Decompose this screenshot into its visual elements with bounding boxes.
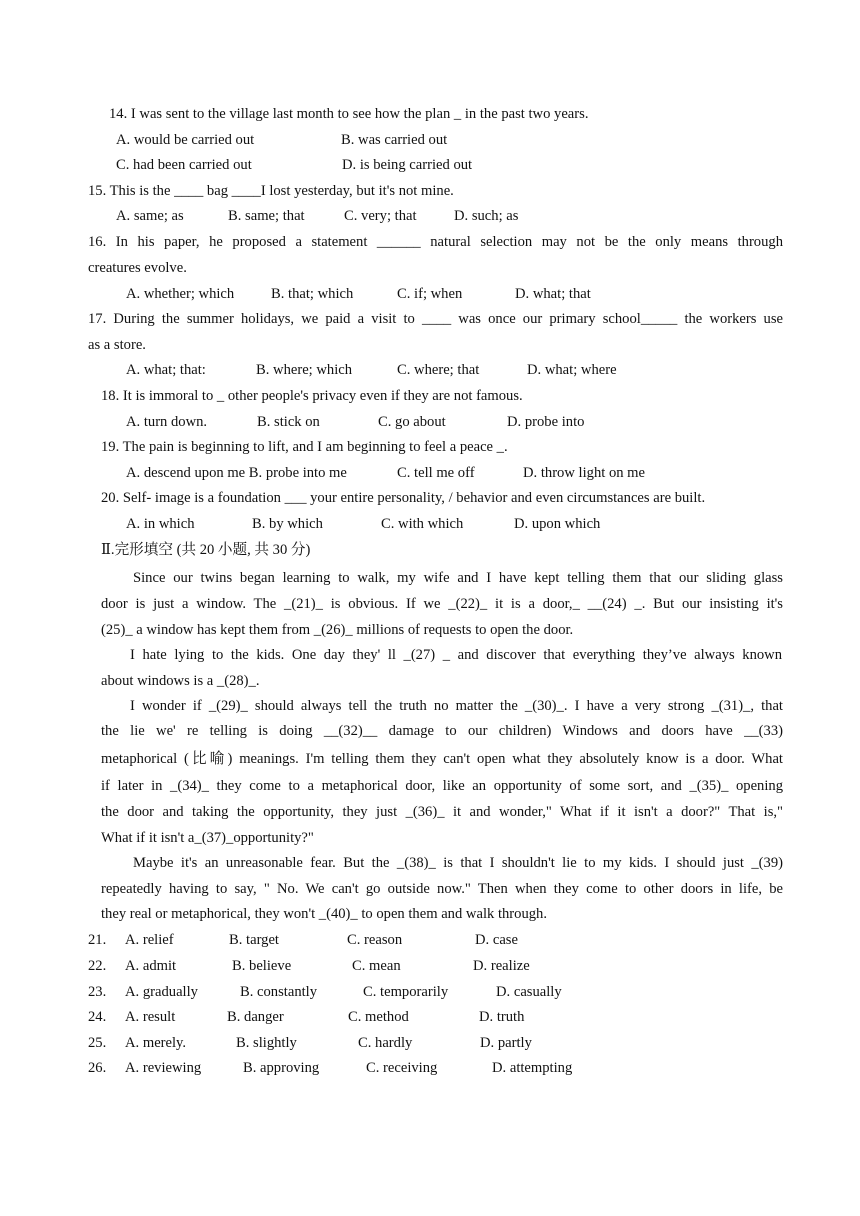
cloze-number: 21. bbox=[88, 932, 107, 948]
passage-line-6: I wonder if _(29)_ should always tell the truth no matter the _(30)_. I have a very strong _(31)_, that bbox=[130, 698, 783, 714]
question-17-stem-line1: 17. During the summer holidays, we paid a visit to ____ was once our primary school_____ the workers use bbox=[88, 311, 783, 327]
passage-line-2: door is just a window. The _(21)_ is obvious. If we _(22)_ it is a door,_ __(24) _. But our insisting it's bbox=[101, 596, 783, 612]
cloze-number: 23. bbox=[88, 984, 107, 1000]
cloze-number: 25. bbox=[88, 1035, 107, 1051]
question-15-option-a: A. same; as bbox=[116, 208, 184, 224]
cloze-option-d: D. truth bbox=[479, 1009, 525, 1025]
question-19-option-c: C. tell me off bbox=[397, 465, 475, 481]
cloze-option-d: D. casually bbox=[496, 984, 562, 1000]
question-17-option-b: B. where; which bbox=[256, 362, 353, 378]
question-16-stem-line1: 16. In his paper, he proposed a statement ______ natural selection may not be the only means through bbox=[88, 234, 783, 250]
cloze-number: 22. bbox=[88, 958, 107, 974]
question-18-stem: 18. It is immoral to _ other people's privacy even if they are not famous. bbox=[101, 388, 523, 404]
passage-line-3: (25)_ a window has kept them from _(26)_ millions of requests to open the door. bbox=[101, 622, 574, 638]
cloze-option-a: A. reviewing bbox=[125, 1060, 202, 1076]
question-16-stem-line2: creatures evolve. bbox=[88, 260, 187, 276]
question-20-option-d: D. upon which bbox=[514, 516, 601, 532]
question-17-option-d: D. what; where bbox=[527, 362, 617, 378]
passage-line-14: they real or metaphorical, they won't _(40)_ to open them and walk through. bbox=[101, 906, 547, 922]
section-heading: Ⅱ.完形填空 (共 20 小题, 共 30 分) bbox=[101, 542, 311, 558]
question-15-option-b: B. same; that bbox=[228, 208, 305, 224]
question-20-option-c: C. with which bbox=[381, 516, 464, 532]
passage-line-4: I hate lying to the kids. One day they' ll _(27) _ and discover that everything they’ve always known bbox=[130, 647, 782, 663]
cloze-number: 26. bbox=[88, 1060, 107, 1076]
cloze-option-b: B. target bbox=[229, 932, 279, 948]
question-16-option-c: C. if; when bbox=[397, 286, 463, 302]
passage-line-5: about windows is a _(28)_. bbox=[101, 673, 260, 689]
passage-line-8: metaphorical (比喻) meanings. I'm telling them they can't open what they absolutely know is a door. What bbox=[101, 751, 783, 767]
question-18-option-c: C. go about bbox=[378, 414, 446, 430]
cloze-option-c: C. mean bbox=[352, 958, 401, 974]
question-14-option-b: B. was carried out bbox=[341, 132, 448, 148]
cloze-option-a: A. relief bbox=[125, 932, 174, 948]
question-14-option-c: C. had been carried out bbox=[116, 157, 252, 173]
question-14-stem: 14. I was sent to the village last month to see how the plan _ in the past two years. bbox=[109, 106, 589, 122]
passage-line-11: What if it isn't a_(37)_opportunity?" bbox=[101, 830, 314, 846]
question-18-option-b: B. stick on bbox=[257, 414, 320, 430]
passage-line-10: the door and taking the opportunity, they just _(36)_ it and wonder," What if it isn't a door?" That is," bbox=[101, 804, 783, 820]
question-19-option-d: D. throw light on me bbox=[523, 465, 646, 481]
cloze-option-c: C. temporarily bbox=[363, 984, 449, 1000]
question-16-option-d: D. what; that bbox=[515, 286, 591, 302]
passage-line-7: the lie we' re telling is doing __(32)__ damage to our children) Windows and doors have __(33) bbox=[101, 723, 783, 739]
question-16-option-a: A. whether; which bbox=[126, 286, 235, 302]
question-18-option-d: D. probe into bbox=[507, 414, 585, 430]
question-17-option-c: C. where; that bbox=[397, 362, 480, 378]
cloze-option-b: B. approving bbox=[243, 1060, 320, 1076]
cloze-option-c: C. reason bbox=[347, 932, 403, 948]
cloze-option-b: B. slightly bbox=[236, 1035, 297, 1051]
question-15-option-d: D. such; as bbox=[454, 208, 519, 224]
cloze-option-c: C. hardly bbox=[358, 1035, 413, 1051]
question-18-option-a: A. turn down. bbox=[126, 414, 208, 430]
cloze-option-d: D. realize bbox=[473, 958, 530, 974]
question-20-option-b: B. by which bbox=[252, 516, 323, 532]
question-17-option-a: A. what; that: bbox=[126, 362, 206, 378]
cloze-option-a: A. merely. bbox=[125, 1035, 187, 1051]
passage-line-1: Since our twins began learning to walk, my wife and I have kept telling them that our sliding glass bbox=[133, 570, 783, 586]
question-14-option-a: A. would be carried out bbox=[116, 132, 255, 148]
cloze-option-a: A. gradually bbox=[125, 984, 198, 1000]
cloze-option-c: C. method bbox=[348, 1009, 409, 1025]
cloze-option-a: A. result bbox=[125, 1009, 176, 1025]
question-14-option-d: D. is being carried out bbox=[342, 157, 473, 173]
cloze-number: 24. bbox=[88, 1009, 107, 1025]
question-15-option-c: C. very; that bbox=[344, 208, 417, 224]
cloze-option-d: D. attempting bbox=[492, 1060, 573, 1076]
cloze-option-b: B. danger bbox=[227, 1009, 284, 1025]
question-19-stem: 19. The pain is beginning to lift, and I am beginning to feel a peace _. bbox=[101, 439, 508, 455]
cloze-option-a: A. admit bbox=[125, 958, 177, 974]
question-20-option-a: A. in which bbox=[126, 516, 195, 532]
cloze-option-d: D. case bbox=[475, 932, 518, 948]
question-15-stem: 15. This is the ____ bag ____I lost yesterday, but it's not mine. bbox=[88, 183, 454, 199]
question-20-stem: 20. Self- image is a foundation ___ your entire personality, / behavior and even circumstances are built. bbox=[101, 490, 706, 506]
cloze-option-c: C. receiving bbox=[366, 1060, 438, 1076]
passage-line-9: if later in _(34)_ they come to a metaphorical door, like an opportunity of some sort, and _(35)_ opening bbox=[101, 778, 783, 794]
cloze-option-b: B. constantly bbox=[240, 984, 318, 1000]
cloze-option-d: D. partly bbox=[480, 1035, 532, 1051]
question-16-option-b: B. that; which bbox=[271, 286, 354, 302]
passage-line-13: repeatedly having to say, " No. We can't go outside now." Then when they come to other doors in life, be bbox=[101, 881, 783, 897]
question-17-stem-line2: as a store. bbox=[88, 337, 146, 353]
passage-line-12: Maybe it's an unreasonable fear. But the _(38)_ is that I shouldn't lie to my kids. I should just _(39) bbox=[133, 855, 783, 871]
cloze-option-b: B. believe bbox=[232, 958, 292, 974]
question-19-option-a-b: A. descend upon me B. probe into me bbox=[126, 465, 347, 481]
